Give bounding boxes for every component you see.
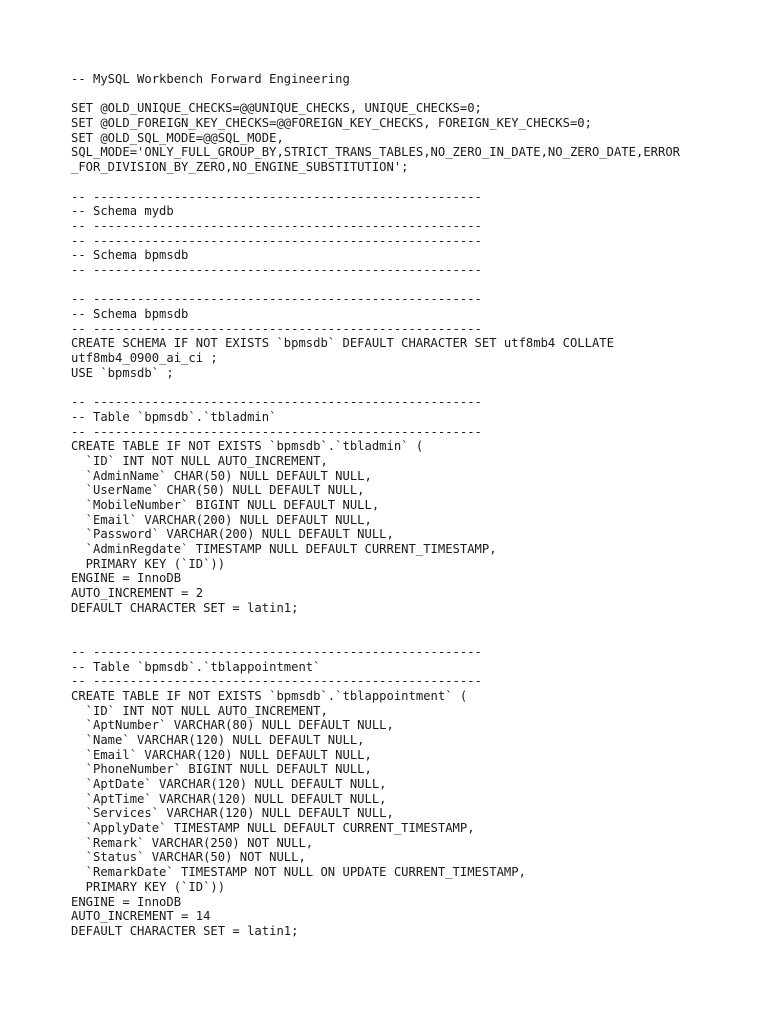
code-line xyxy=(71,630,680,645)
sql-script-text xyxy=(71,72,680,939)
code-line: utf8mb4_0900_ai_ci ; xyxy=(71,351,218,366)
code-line: SET @OLD_UNIQUE_CHECKS=@@UNIQUE_CHECKS, UNIQUE_CHECKS=0; xyxy=(71,101,482,116)
code-line: `ID` INT NOT NULL AUTO_INCREMENT, xyxy=(71,453,328,468)
code-line: `Remark` VARCHAR(250) NOT NULL, xyxy=(71,835,314,850)
code-line: `AptTime` VARCHAR(120) NULL DEFAULT NULL, xyxy=(71,791,387,806)
code-line xyxy=(71,87,680,102)
code-line: -- ----------------------------------------------------- xyxy=(71,189,482,204)
code-line: -- Table `bpmsdb`.`tbladmin` xyxy=(71,409,277,424)
code-line xyxy=(71,175,680,190)
code-line xyxy=(71,615,680,630)
code-line: SET @OLD_FOREIGN_KEY_CHECKS=@@FOREIGN_KEY_CHECKS, FOREIGN_KEY_CHECKS=0; xyxy=(71,116,592,131)
code-line: `AptNumber` VARCHAR(80) NULL DEFAULT NULL, xyxy=(71,718,394,733)
code-line: -- Schema bpmsdb xyxy=(71,248,189,263)
code-line: -- ----------------------------------------------------- xyxy=(71,674,482,689)
code-line: SQL_MODE='ONLY_FULL_GROUP_BY,STRICT_TRANS_TABLES,NO_ZERO_IN_DATE,NO_ZERO_DATE,ERROR xyxy=(71,145,681,160)
code-line: `Email` VARCHAR(200) NULL DEFAULT NULL, xyxy=(71,512,372,527)
code-line: `UserName` CHAR(50) NULL DEFAULT NULL, xyxy=(71,483,365,498)
code-line: DEFAULT CHARACTER SET = latin1; xyxy=(71,600,299,615)
code-line xyxy=(71,278,680,293)
code-line: DEFAULT CHARACTER SET = latin1; xyxy=(71,923,299,938)
code-line: -- ----------------------------------------------------- xyxy=(71,233,482,248)
code-line: `Password` VARCHAR(200) NULL DEFAULT NULL, xyxy=(71,527,394,542)
code-line: `AptDate` VARCHAR(120) NULL DEFAULT NULL, xyxy=(71,777,387,791)
code-line: `AdminRegdate` TIMESTAMP NULL DEFAULT CURRENT_TIMESTAMP, xyxy=(71,542,497,556)
code-line: CREATE TABLE IF NOT EXISTS `bpmsdb`.`tblappointment` ( xyxy=(71,688,468,703)
code-line: `Services` VARCHAR(120) NULL DEFAULT NULL, xyxy=(71,806,394,821)
code-line: -- Table `bpmsdb`.`tblappointment` xyxy=(71,659,321,674)
code-line: -- ----------------------------------------------------- xyxy=(71,321,482,336)
code-line: `PhoneNumber` BIGINT NULL DEFAULT NULL, xyxy=(71,762,372,777)
code-line: `MobileNumber` BIGINT NULL DEFAULT NULL, xyxy=(71,497,380,512)
code-line xyxy=(71,380,680,395)
code-line: `Name` VARCHAR(120) NULL DEFAULT NULL, xyxy=(71,732,365,747)
code-line: _FOR_DIVISION_BY_ZERO,NO_ENGINE_SUBSTITUTION'; xyxy=(71,160,409,175)
code-line: `Email` VARCHAR(120) NULL DEFAULT NULL, xyxy=(71,747,372,762)
code-line: -- ----------------------------------------------------- xyxy=(71,424,482,439)
code-line: -- ----------------------------------------------------- xyxy=(71,644,482,659)
code-line: `ID` INT NOT NULL AUTO_INCREMENT, xyxy=(71,703,328,718)
code-line: `ApplyDate` TIMESTAMP NULL DEFAULT CURRENT_TIMESTAMP, xyxy=(71,821,475,836)
code-line: -- ----------------------------------------------------- xyxy=(71,395,482,410)
code-line: CREATE TABLE IF NOT EXISTS `bpmsdb`.`tbladmin` ( xyxy=(71,439,424,454)
code-line: `AdminName` CHAR(50) NULL DEFAULT NULL, xyxy=(71,468,372,483)
code-line: `RemarkDate` TIMESTAMP NOT NULL ON UPDATE CURRENT_TIMESTAMP, xyxy=(71,865,526,880)
code-line: ENGINE = InnoDB xyxy=(71,571,182,586)
code-line: -- Schema mydb xyxy=(71,204,174,219)
code-line: CREATE SCHEMA IF NOT EXISTS `bpmsdb` DEFAULT CHARACTER SET utf8mb4 COLLATE xyxy=(71,336,614,351)
code-line: -- Schema bpmsdb xyxy=(71,307,189,321)
code-line: -- MySQL Workbench Forward Engineering xyxy=(71,72,350,86)
code-line: ENGINE = InnoDB xyxy=(71,894,182,909)
code-line: PRIMARY KEY (`ID`)) xyxy=(71,879,226,894)
code-line: -- ----------------------------------------------------- xyxy=(71,218,482,233)
code-line: PRIMARY KEY (`ID`)) xyxy=(71,556,226,571)
code-line: -- ----------------------------------------------------- xyxy=(71,262,482,277)
code-line: `Status` VARCHAR(50) NOT NULL, xyxy=(71,850,306,865)
code-line: -- ----------------------------------------------------- xyxy=(71,292,482,307)
code-line: SET @OLD_SQL_MODE=@@SQL_MODE, xyxy=(71,130,284,145)
code-line: AUTO_INCREMENT = 14 xyxy=(71,909,211,924)
code-line: AUTO_INCREMENT = 2 xyxy=(71,586,204,601)
code-line: USE `bpmsdb` ; xyxy=(71,365,174,380)
